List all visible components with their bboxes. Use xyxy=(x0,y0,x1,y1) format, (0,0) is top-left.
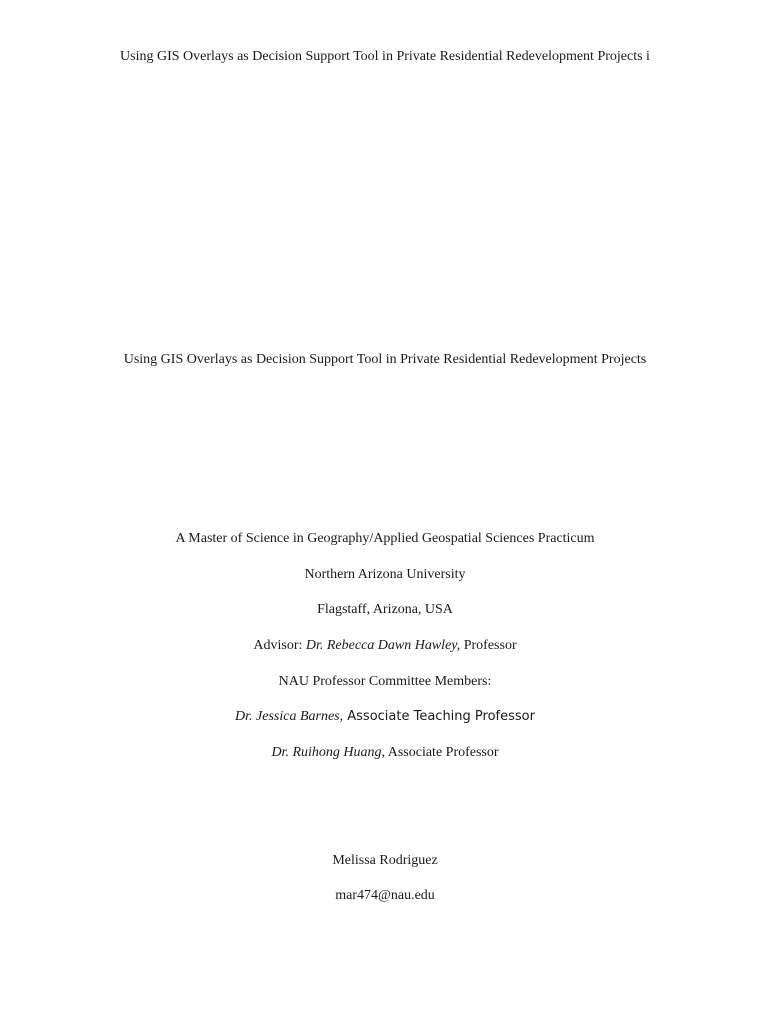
author-email: mar474@nau.edu xyxy=(335,888,435,903)
committee-member-role: Associate Teaching Professor xyxy=(343,709,535,724)
author-name: Melissa Rodriguez xyxy=(332,853,438,868)
committee-member xyxy=(0,744,770,762)
committee-member-role: , Associate Professor xyxy=(381,745,499,760)
advisor-name: Dr. Rebecca Dawn Hawley, xyxy=(305,638,461,653)
committee-member-name: Dr. Ruihong Huang xyxy=(271,745,382,760)
running-head: Using GIS Overlays as Decision Support Tool in Private Residential Redevelopment Projects i xyxy=(120,49,650,64)
location-line: Flagstaff, Arizona, USA xyxy=(317,602,453,617)
advisor-label: Advisor: xyxy=(253,638,306,653)
advisor-role: Professor xyxy=(460,638,517,653)
degree-line: A Master of Science in Geography/Applied Geospatial Sciences Practicum xyxy=(175,531,595,546)
committee-member xyxy=(0,708,770,726)
university-name: Northern Arizona University xyxy=(304,567,466,582)
document-title: Using GIS Overlays as Decision Support Tool in Private Residential Redevelopment Projects xyxy=(123,352,647,367)
committee-heading: NAU Professor Committee Members: xyxy=(278,674,492,689)
committee-member-name: Dr. Jessica Barnes, xyxy=(235,709,344,724)
advisor-line xyxy=(0,637,770,655)
